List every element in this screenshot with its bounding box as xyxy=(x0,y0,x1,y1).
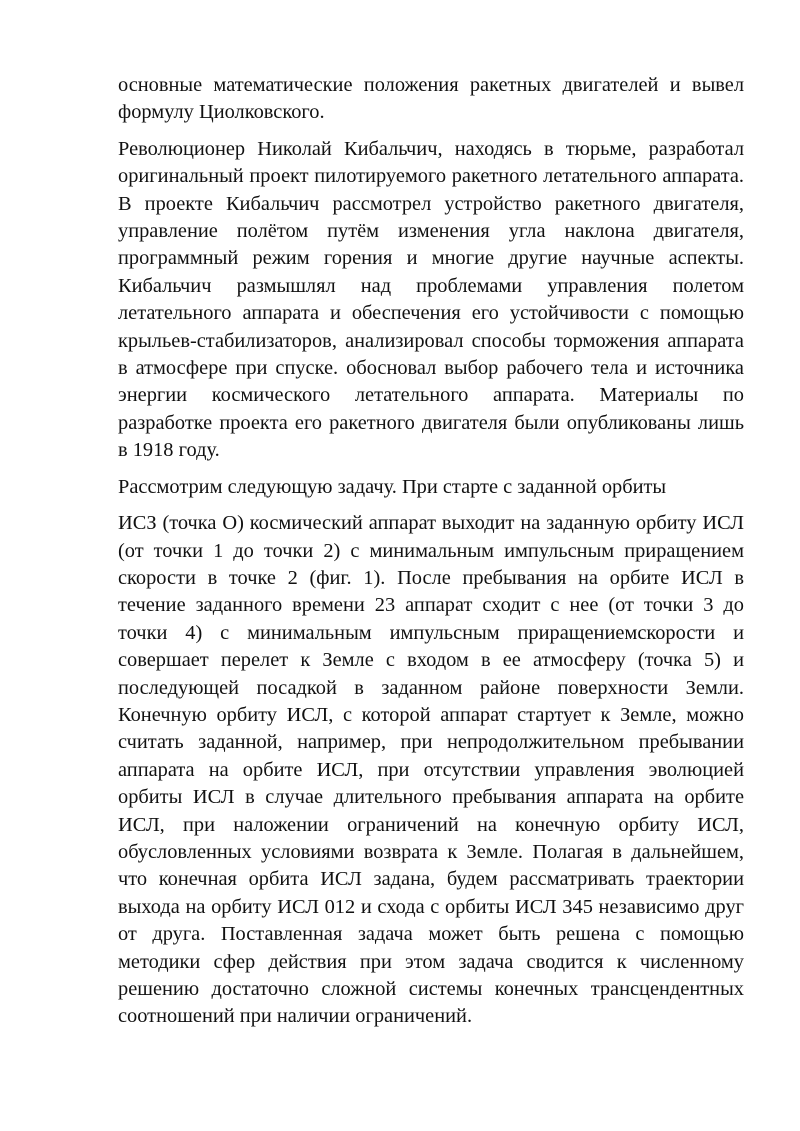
paragraph-problem-statement: Рассмотрим следующую задачу. При старте с заданной орбиты xyxy=(118,475,667,498)
document-page xyxy=(118,72,744,1031)
paragraph-tsiolkovsky-formula: основные математические положения ракетных двигателей и вывел формулу Циолковского. xyxy=(118,74,744,124)
paragraph-trajectory-description: ИСЗ (точка О) космический аппарат выходит на заданную орбиту ИСЛ (от точки 1 до точки 2) с минимальным импульсным приращением скорости в точке 2 (фиг. 1). После пребывания на орбите ИСЛ в течение заданного времени 23 аппарат сходит с нее (от точки 3 до точки 4) с минимальным импульсным приращениемскорости и совершает перелет к Земле с входом в ее атмосферу (точка 5) и последующей посадкой в заданном районе поверхности Земли. Конечную орбиту ИСЛ, с которой аппарат стартует к Земле, можно считать заданной, например, при непродолжительном пребывании аппарата на орбите ИСЛ, при отсутствии управления эволюцией орбиты ИСЛ в случае длительного пребывания аппарата на орбите ИСЛ, при наложении ограничений на конечную орбиту ИСЛ, обусловленных условиями возврата к Земле. Полагая в дальнейшем, что конечная орбита ИСЛ задана, будем рассматривать траектории выхода на орбиту ИСЛ 012 и схода с орбиты ИСЛ 345 независимо друг от друга. Поставленная задача может быть решена с помощью методики сфер действия при этом задача сводится к численному решению достаточно сложной системы конечных трансцендентных соотношений при наличии ограничений. xyxy=(118,512,744,1028)
paragraph-kibalchich-project: Революционер Николай Кибальчич, находясь в тюрьме, разработал оригинальный проект пилотируемого ракетного летательного аппарата. В проекте Кибальчич рассмотрел устройство ракетного двигателя, управление полётом путём изменения угла наклона двигателя, программный режим горения и многие другие научные аспекты. Кибальчич размышлял над проблемами управления полетом летательного аппарата и обеспечения его устойчивости с помощью крыльев-стабилизаторов, анализировал способы торможения аппарата в атмосфере при спуске. обосновал выбор рабочего тела и источника энергии космического летательного аппарата. Материалы по разработке проекта его ракетного двигателя были опубликованы лишь в 1918 году. xyxy=(118,137,744,462)
